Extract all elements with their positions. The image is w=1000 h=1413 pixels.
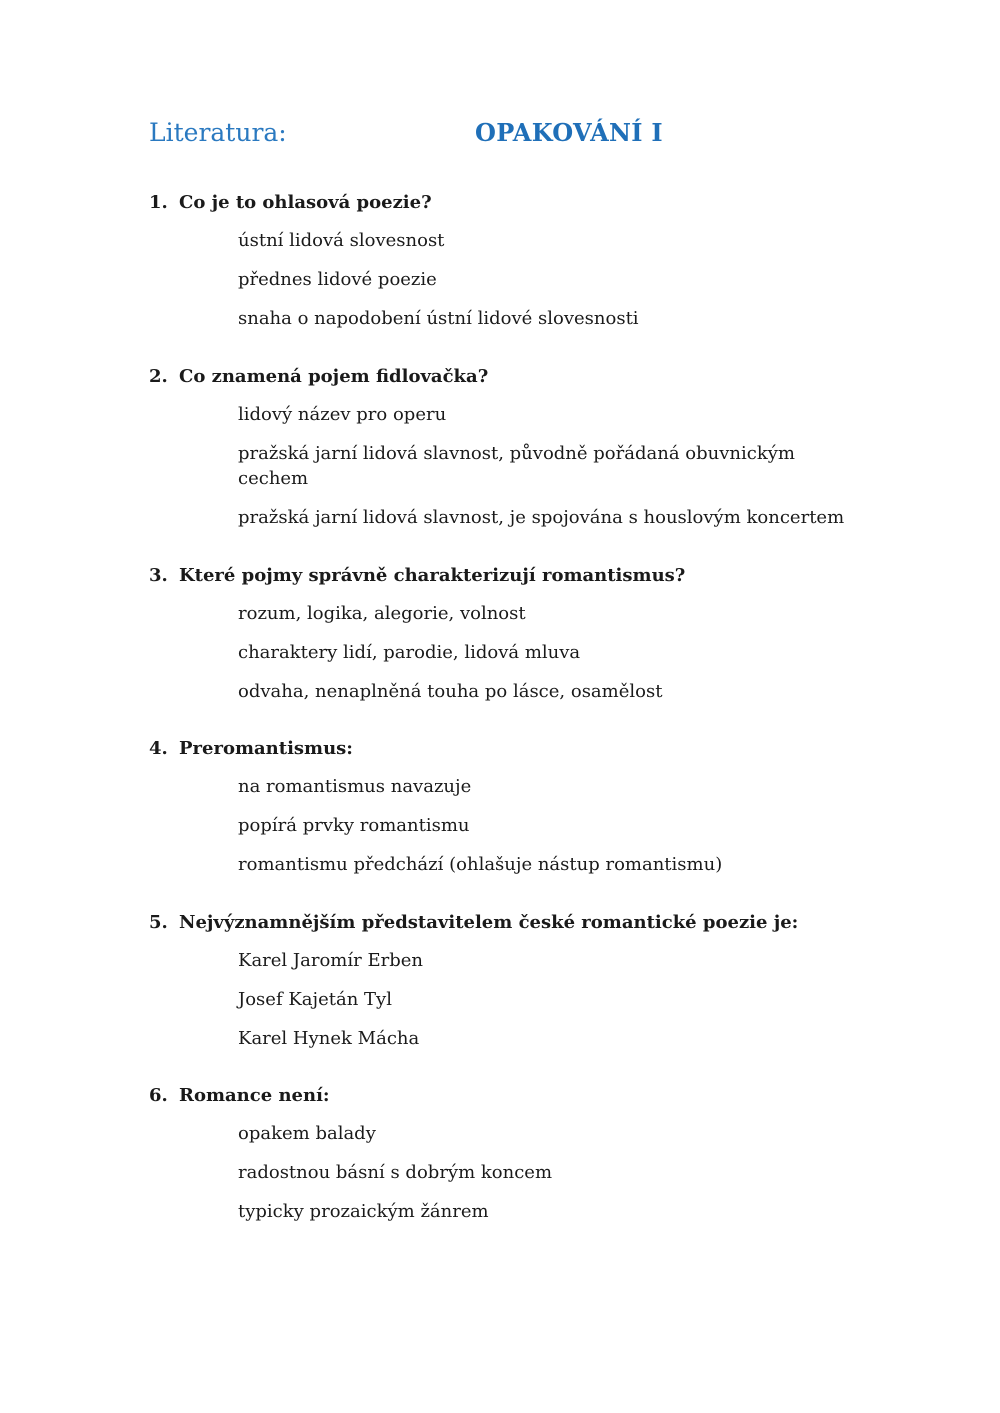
question-heading	[149, 910, 879, 936]
answer-option[interactable]: Karel Hynek Mácha	[238, 1027, 420, 1049]
subject-label: Literatura:	[149, 118, 287, 147]
question-heading	[149, 1083, 879, 1109]
answer-option[interactable]: odvaha, nenaplněná touha po lásce, osamělost	[238, 680, 663, 702]
answer-option[interactable]: lidový název pro operu	[238, 403, 447, 425]
question-1	[149, 190, 879, 332]
answer-option[interactable]: romantismu předchází (ohlašuje nástup romantismu)	[238, 854, 723, 875]
answer-options	[238, 948, 879, 1052]
answer-options	[238, 1121, 879, 1225]
answer-options	[238, 601, 879, 705]
question-heading	[149, 563, 879, 589]
answer-option[interactable]: Josef Kajetán Tyl	[238, 988, 392, 1010]
page-title: OPAKOVÁNÍ I	[475, 118, 663, 147]
answer-option[interactable]: charaktery lidí, parodie, lidová mluva	[238, 641, 581, 663]
answer-option[interactable]: přednes lidové poezie	[238, 269, 437, 290]
question-text: Nejvýznamnějším představitelem české romantické poezie je:	[179, 911, 799, 933]
answer-option[interactable]: opakem balady	[238, 1123, 376, 1144]
question-5	[149, 910, 879, 1052]
page-header	[149, 118, 909, 158]
question-text: Které pojmy správně charakterizují romantismus?	[179, 564, 686, 586]
answer-option[interactable]: pražská jarní lidová slavnost, původně pořádaná obuvnickým cechem	[238, 442, 795, 489]
answer-options	[238, 402, 879, 531]
question-3	[149, 563, 879, 705]
question-text: Co je to ohlasová poezie?	[179, 192, 432, 213]
answer-option[interactable]: typicky prozaickým žánrem	[238, 1201, 489, 1222]
answer-option[interactable]: Karel Jaromír Erben	[238, 949, 423, 971]
question-heading	[149, 736, 879, 762]
question-number: 5.	[149, 911, 168, 933]
question-text: Preromantismus:	[179, 738, 353, 759]
question-number: 3.	[149, 564, 168, 586]
answer-option[interactable]: popírá prvky romantismu	[238, 815, 470, 836]
question-number: 2.	[149, 365, 168, 387]
answer-options	[238, 228, 879, 332]
question-heading	[149, 364, 879, 390]
answer-option[interactable]: rozum, logika, alegorie, volnost	[238, 602, 526, 624]
question-2	[149, 364, 879, 531]
question-number: 1.	[149, 192, 168, 213]
question-text: Co znamená pojem fidlovačka?	[179, 365, 489, 387]
question-number: 6.	[149, 1085, 168, 1106]
answer-option[interactable]: radostnou básní s dobrým koncem	[238, 1162, 553, 1183]
question-text: Romance není:	[179, 1085, 330, 1106]
question-6	[149, 1083, 879, 1225]
question-4	[149, 736, 879, 878]
answer-option[interactable]: na romantismus navazuje	[238, 776, 472, 797]
question-list	[149, 190, 879, 1257]
answer-option[interactable]: ústní lidová slovesnost	[238, 230, 445, 251]
question-number: 4.	[149, 738, 168, 759]
answer-options	[238, 774, 879, 878]
answer-option[interactable]: pražská jarní lidová slavnost, je spojována s houslovým koncertem	[238, 507, 845, 528]
question-heading	[149, 190, 879, 216]
answer-option[interactable]: snaha o napodobení ústní lidové slovesnosti	[238, 308, 639, 329]
